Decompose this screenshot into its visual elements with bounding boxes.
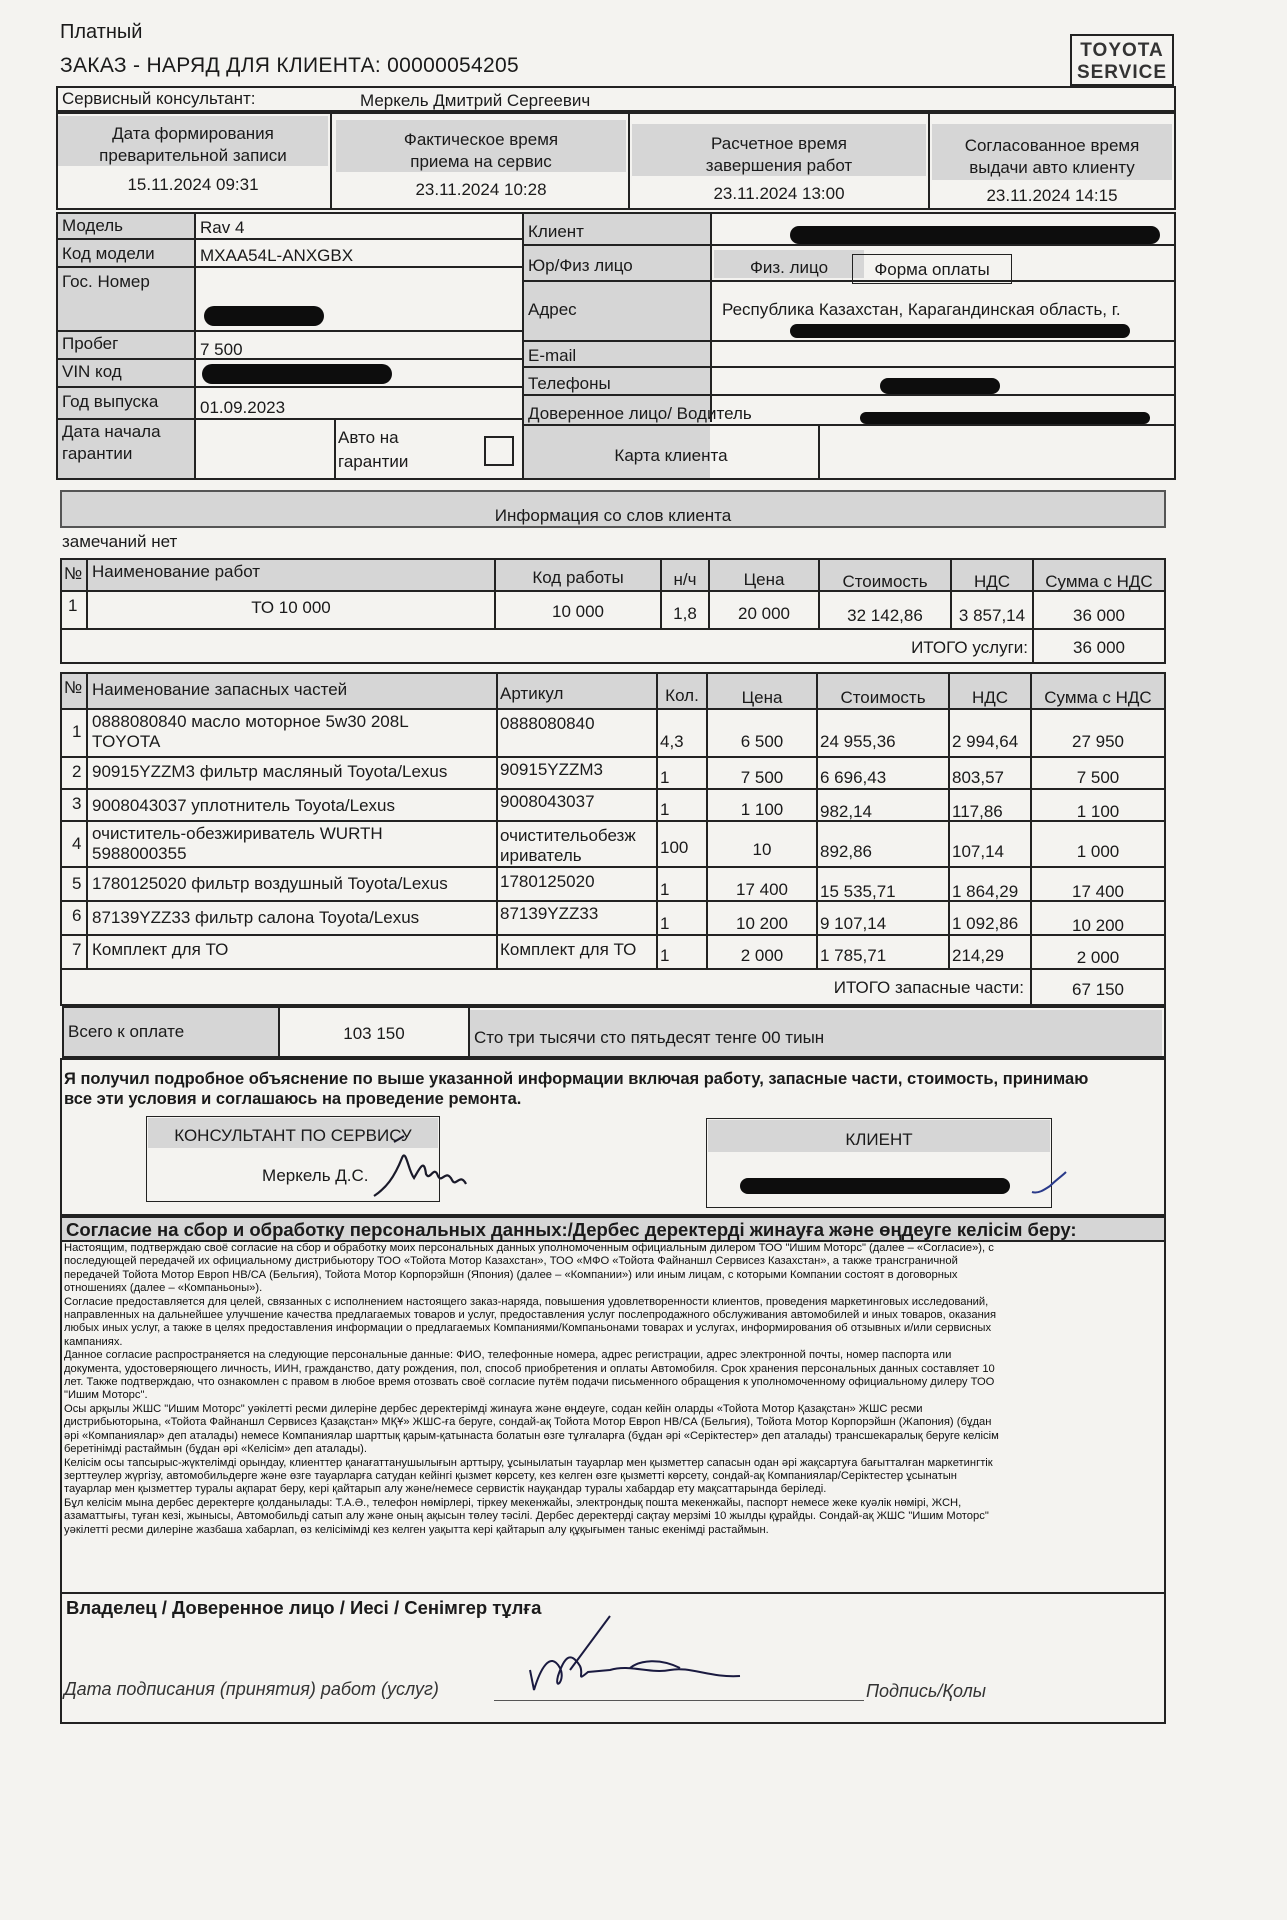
part-7-n: 7 bbox=[72, 940, 82, 959]
logo-line-1: TOYOTA bbox=[1080, 40, 1164, 61]
parts-header-qty: Кол. bbox=[665, 686, 699, 705]
works-header-n: № bbox=[64, 564, 83, 583]
consent-line: "Ишим Моторс". bbox=[64, 1389, 148, 1402]
date3-label-line1: Расчетное время bbox=[711, 134, 847, 153]
part-1-vat: 2 994,64 bbox=[952, 732, 1019, 751]
part-6-qty: 1 bbox=[660, 914, 670, 933]
date4-label-line1: Согласованное время bbox=[964, 136, 1140, 155]
consultant-name: Меркель Дмитрий Сергеевич bbox=[360, 91, 591, 110]
phone-redaction bbox=[880, 378, 1000, 394]
works-row-hours: 1,8 bbox=[673, 604, 697, 623]
address-label: Адрес bbox=[528, 300, 577, 319]
works-row-n: 1 bbox=[68, 596, 78, 615]
consent-line: кампаниях. bbox=[64, 1335, 123, 1348]
parts-header-total: Сумма с НДС bbox=[1044, 688, 1152, 707]
payment-words: Сто три тысячи сто пятьдесят тенге 00 тиын bbox=[474, 1028, 825, 1047]
date4-value: 23.11.2024 14:15 bbox=[986, 186, 1118, 205]
part-1-n: 1 bbox=[72, 722, 82, 741]
part-7-name-1: Комплект для ТО bbox=[92, 940, 229, 959]
part-7-art: Комплект для ТО bbox=[500, 940, 637, 959]
part-3-total: 1 100 bbox=[1076, 802, 1120, 821]
year-value: 01.09.2023 bbox=[200, 398, 286, 417]
warranty-start-label-1: Дата начала bbox=[62, 422, 161, 441]
owner-label: Владелец / Доверенное лицо / Иесі / Сенімгер тұлға bbox=[66, 1597, 542, 1618]
works-row-code: 10 000 bbox=[552, 602, 604, 621]
part-2-cost: 6 696,43 bbox=[820, 768, 887, 787]
consent-line: любых иных услуг, а также в целях предоставления информации о предлагаемых Компаниями/Компаньонами товарах и услугах, информирования об отзывных и/или сервисных bbox=[64, 1322, 992, 1335]
consent-line: Бұл келісім мына дербес деректерге қолданылады: Т.А.Ә., телефон нөмірлері, тіркеу мекенжайы, электрондық пошта мекенжайы, паспорт немесе жеке куәлік нөмірі, ЖСН, bbox=[64, 1496, 962, 1509]
consent-line: документа, удостоверяющего личность, ИИН, гражданство, дату рождения, пол, способ приобретения и оплаты Автомобиля. Срок хранения персональных данных составляет 10 bbox=[64, 1362, 995, 1375]
date4-label-line2: выдачи авто клиенту bbox=[969, 158, 1135, 177]
part-5-price: 17 400 bbox=[736, 880, 788, 899]
works-total-label: ИТОГО услуги: bbox=[911, 638, 1028, 657]
works-row-vat: 3 857,14 bbox=[958, 606, 1026, 625]
client-card-label: Карта клиента bbox=[614, 446, 728, 465]
email-label: E-mail bbox=[528, 346, 577, 365]
agreement-line-2: все эти условия и соглашаюсь на проведение ремонта. bbox=[64, 1090, 522, 1108]
mileage-value: 7 500 bbox=[200, 340, 243, 359]
client-label: Клиент bbox=[528, 222, 584, 241]
part-2-total: 7 500 bbox=[1076, 768, 1120, 787]
part-1-art: 0888080840 bbox=[500, 714, 595, 733]
model-label: Модель bbox=[62, 216, 124, 235]
warranty-checkbox[interactable] bbox=[484, 436, 514, 466]
part-1-name-2: TOYOTA bbox=[92, 732, 161, 751]
sign-date-label: Дата подписания (принятия) работ (услуг) bbox=[64, 1679, 439, 1699]
order-type: Платный bbox=[60, 21, 143, 43]
works-header-cost: Стоимость bbox=[842, 572, 928, 591]
payment-amount: 103 150 bbox=[343, 1024, 405, 1043]
date1-value: 15.11.2024 09:31 bbox=[127, 175, 259, 194]
works-row-cost: 32 142,86 bbox=[847, 606, 923, 625]
consent-line: Келісім осы тапсырыс-жүктелімді орындау, клиенттер қанағаттанушылығын арттыру, ұсынылатын тауарлар мен қызметтер сапасын одан әрі жақсартуға бағытталған маркетингтік bbox=[64, 1456, 993, 1469]
part-4-n: 4 bbox=[72, 834, 82, 853]
date1-label-line1: Дата формирования bbox=[112, 124, 274, 143]
consent-title: Согласие на сбор и обработку персональных данных:/Дербес деректерді жинауға және өңдеуге келісім беру: bbox=[66, 1219, 1077, 1240]
part-5-vat: 1 864,29 bbox=[952, 882, 1019, 901]
part-6-n: 6 bbox=[72, 906, 82, 925]
year-label: Год выпуска bbox=[62, 392, 159, 411]
part-7-total: 2 000 bbox=[1076, 948, 1120, 967]
works-header-hours: н/ч bbox=[673, 570, 697, 589]
model-code-label: Код модели bbox=[62, 244, 155, 263]
part-7-price: 2 000 bbox=[740, 946, 784, 965]
date1-label-line2: преварительной записи bbox=[99, 146, 287, 165]
part-4-qty: 100 bbox=[660, 838, 689, 857]
warranty-car-label-1: Авто на bbox=[338, 428, 399, 447]
payment-label: Всего к оплате bbox=[68, 1022, 185, 1041]
consent-line: зерттеулер жүргізу, автомобильдерге және өзге тауарларға сатудан кейінгі қызмет көрсету, кез келген өзге қызметті көрсету, сондай-ақ Компаниялар/Серіктестер ұсынатын bbox=[64, 1469, 957, 1482]
parts-header-art: Артикул bbox=[500, 684, 564, 703]
part-5-qty: 1 bbox=[660, 880, 670, 899]
date3-label-line2: завершения работ bbox=[705, 156, 853, 175]
part-3-qty: 1 bbox=[660, 800, 670, 819]
address-value: Республика Казахстан, Карагандинская область, г. bbox=[722, 300, 1121, 319]
part-2-n: 2 bbox=[72, 762, 82, 781]
mileage-label: Пробег bbox=[62, 334, 119, 353]
consent-line: тауарлар мен қызметтер туралы ақпарат беру, кері қайтарып алу және/немесе сервистік науқандар туралы хабардар ету мақсаттарында беріледі. bbox=[64, 1483, 827, 1496]
part-5-total: 17 400 bbox=[1072, 882, 1124, 901]
part-2-vat: 803,57 bbox=[952, 768, 1004, 787]
part-3-art: 9008043037 bbox=[500, 792, 595, 811]
part-6-cost: 9 107,14 bbox=[820, 914, 887, 933]
proxy-label: Доверенное лицо/ Водитель bbox=[528, 404, 752, 423]
part-7-cost: 1 785,71 bbox=[820, 946, 887, 965]
works-row-price: 20 000 bbox=[738, 604, 790, 623]
sign-label: Подпись/Қолы bbox=[866, 1681, 987, 1701]
works-row-name: ТО 10 000 bbox=[251, 598, 331, 617]
parts-total-value: 67 150 bbox=[1072, 980, 1124, 999]
client-signature-redaction bbox=[740, 1178, 1010, 1194]
consent-line: Данное согласие распространяется на следующие персональные данные: ФИО, телефонные номера, адрес регистрации, адрес электронной почты, номер паспорта или bbox=[64, 1349, 952, 1362]
consent-line: Согласие предоставляется для целей, связанных с исполнением настоящего заказ-наряда, повышения удовлетворенности клиентов, проведения маркетинговых исследований, bbox=[64, 1295, 989, 1308]
part-3-vat: 117,86 bbox=[952, 802, 1003, 821]
model-code-value: MXAA54L-ANXGBX bbox=[200, 246, 354, 265]
part-6-vat: 1 092,86 bbox=[952, 914, 1019, 933]
part-3-n: 3 bbox=[72, 794, 82, 813]
part-1-price: 6 500 bbox=[740, 732, 784, 751]
model-value: Rav 4 bbox=[200, 218, 245, 237]
part-4-art-2: ириватель bbox=[500, 846, 582, 865]
part-6-total: 10 200 bbox=[1072, 916, 1124, 935]
agreement-line-1: Я получил подробное объяснение по выше указанной информации включая работу, запасные части, стоимость, принимаю bbox=[64, 1070, 1089, 1088]
part-7-qty: 1 bbox=[660, 946, 670, 965]
consent-line: Осы арқылы ЖШС "Ишим Моторс" уәкілетті ресми дилеріне дербес деректерімді жинауға және өңдеуге, содан кейін оларды «Тойота Мотор Қазақстан» ЖШС ресми bbox=[64, 1402, 923, 1415]
part-2-qty: 1 bbox=[660, 768, 670, 787]
part-4-art-1: очистительобезж bbox=[500, 826, 636, 845]
consent-line: направленных на дальнейшее улучшение качества предлагаемых товаров и услуг, предоставления услуг послепродажного обслуживания автомобилей и иных товаров, оказания bbox=[64, 1309, 997, 1322]
address-redaction bbox=[790, 324, 1130, 338]
part-6-name-1: 87139YZZ33 фильтр салона Toyota/Lexus bbox=[92, 908, 420, 927]
works-header-total: Сумма с НДС bbox=[1045, 572, 1153, 591]
part-2-price: 7 500 bbox=[740, 768, 784, 787]
part-1-total: 27 950 bbox=[1072, 732, 1124, 751]
parts-header-vat: НДС bbox=[971, 688, 1009, 707]
consent-line: дистрибьюторына, «Тойота Файнаншл Сервисез Қазақстан» МҚҰ» ЖШС-ға беруге, сондай-ақ Тойота Мотор Европ НВ/СА (Бельгия), Тойота Мотор Корпорэйшн (Жапония) (бұдан bbox=[64, 1416, 992, 1429]
client-signature-title: КЛИЕНТ bbox=[845, 1130, 913, 1149]
works-header-name: Наименование работ bbox=[92, 562, 261, 581]
payment-form-label: Форма оплаты bbox=[874, 260, 990, 279]
part-4-vat: 107,14 bbox=[952, 842, 1004, 861]
part-1-name-1: 0888080840 масло моторное 5w30 208L bbox=[92, 712, 409, 731]
part-7-vat: 214,29 bbox=[952, 946, 1004, 965]
date2-value: 23.11.2024 10:28 bbox=[415, 180, 547, 199]
toyota-service-logo bbox=[1070, 34, 1174, 86]
consent-text bbox=[64, 1242, 1160, 1537]
plate-label: Гос. Номер bbox=[62, 272, 150, 291]
part-1-cost: 24 955,36 bbox=[820, 732, 896, 751]
part-4-name-1: очиститель-обезжириватель WURTH bbox=[92, 824, 383, 843]
part-4-total: 1 000 bbox=[1076, 842, 1120, 861]
proxy-redaction bbox=[860, 412, 1150, 424]
works-total-value: 36 000 bbox=[1073, 638, 1125, 657]
consultant-signature-mark bbox=[368, 1128, 488, 1208]
warranty-car-label-2: гарантии bbox=[338, 452, 409, 471]
part-5-cost: 15 535,71 bbox=[820, 882, 896, 901]
part-3-cost: 982,14 bbox=[820, 802, 872, 821]
consent-line: Настоящим, подтверждаю своё согласие на сбор и обработку моих персональных данных уполномоченным официальным дилером ТОО "Ишим Моторс" (далее – «Согласие»), с bbox=[64, 1242, 994, 1254]
warranty-start-label-2: гарантии bbox=[62, 444, 133, 463]
part-4-price: 10 bbox=[752, 840, 772, 859]
consent-line: последующей передачей их официальному дистрибьютору ТОО «Тойота Мотор Казахстан», ТОО «МФО «Тойота Файнаншл Сервисез Казахстан», а также трансграничной bbox=[64, 1255, 958, 1268]
part-2-art: 90915YZZM3 bbox=[500, 760, 603, 779]
owner-signature-mark bbox=[510, 1610, 760, 1710]
part-3-price: 1 100 bbox=[740, 800, 784, 819]
logo-line-2: SERVICE bbox=[1076, 62, 1168, 83]
consent-line: уәкілетті ресми дилеріне жазбаша хабарлап, өз келісімімді кез келген уақытта кері қайтарып алу құқығымен таныс екенімді растаймын. bbox=[64, 1523, 769, 1536]
info-title: Информация со слов клиента bbox=[494, 506, 732, 525]
consent-line: передачей Тойота Мотор Европ НВ/СА (Бельгия), Тойота Мотор Корпорэйшн (Япония) (далее – «Компании») или иным лицам, с которыми Компании состоят в договорных bbox=[64, 1268, 958, 1281]
consent-line: әрі «Компаниялар» деп аталады) немесе Компаниялар шарттық қарым-қатынаста болатын өзге тұлғаларға (бұдан әрі «Серіктестер» деп аталады) трансшекаралық беруге келісім bbox=[64, 1429, 999, 1442]
client-name-redaction bbox=[790, 226, 1160, 244]
works-row-total: 36 000 bbox=[1073, 606, 1125, 625]
parts-total-label: ИТОГО запасные части: bbox=[833, 978, 1024, 997]
part-3-name-1: 9008043037 уплотнитель Toyota/Lexus bbox=[92, 796, 395, 815]
parts-header-n: № bbox=[64, 678, 83, 697]
works-header-code: Код работы bbox=[532, 568, 624, 587]
phones-label: Телефоны bbox=[528, 374, 611, 393]
works-header-vat: НДС bbox=[973, 572, 1011, 591]
client-signature-mark bbox=[1030, 1170, 1070, 1200]
part-4-cost: 892,86 bbox=[820, 842, 872, 861]
date3-value: 23.11.2024 13:00 bbox=[713, 184, 845, 203]
consultant-signature-name: Меркель Д.С. bbox=[262, 1166, 369, 1185]
consent-line: беретінімді растаймын (бұдан әрі «Келісім» деп аталады). bbox=[64, 1443, 367, 1456]
part-1-qty: 4,3 bbox=[660, 732, 684, 751]
date2-label-line2: приема на сервис bbox=[410, 152, 552, 171]
part-5-art: 1780125020 bbox=[500, 872, 595, 891]
consent-line: отношениях (далее – «Компаньоны»). bbox=[64, 1282, 263, 1295]
part-4-name-2: 5988000355 bbox=[92, 844, 187, 863]
vin-label: VIN код bbox=[62, 362, 122, 381]
consultant-label: Сервисный консультант: bbox=[62, 89, 256, 108]
info-remark: замечаний нет bbox=[62, 532, 178, 551]
date2-label-line1: Фактическое время bbox=[403, 130, 559, 149]
part-5-name-1: 1780125020 фильтр воздушный Toyota/Lexus bbox=[92, 874, 448, 893]
parts-header-cost: Стоимость bbox=[840, 688, 926, 707]
part-5-n: 5 bbox=[72, 874, 82, 893]
works-header-price: Цена bbox=[743, 570, 785, 589]
parts-header-price: Цена bbox=[741, 688, 783, 707]
plate-redaction bbox=[204, 306, 324, 326]
part-6-price: 10 200 bbox=[736, 914, 788, 933]
order-title: ЗАКАЗ - НАРЯД ДЛЯ КЛИЕНТА: 00000054205 bbox=[60, 54, 519, 77]
part-6-art: 87139YZZ33 bbox=[500, 904, 599, 923]
consultant-signature-title: КОНСУЛЬТАНТ ПО СЕРВИСУ bbox=[174, 1126, 412, 1145]
consent-line: лет. Также подтверждаю, что ознакомлен с правом в любое время отозвать своё согласие путём подачи письменного обращения к уполномоченному официальному дилеру ТОО bbox=[64, 1376, 995, 1389]
consent-line: азаматтығы, туған кезі, жынысы, Автомобильді сатып алу және оның ақысын төлеу тәсілі. Дербес деректерді сақтау мерзімі 10 жылды құрайды. Сондай-ақ ЖШС "Ишим Моторс" bbox=[64, 1510, 989, 1523]
parts-header-name: Наименование запасных частей bbox=[92, 680, 348, 699]
legal-value: Физ. лицо bbox=[749, 258, 829, 277]
part-2-name-1: 90915YZZM3 фильтр масляный Toyota/Lexus bbox=[92, 762, 448, 781]
vin-redaction bbox=[202, 364, 392, 384]
legal-label: Юр/Физ лицо bbox=[528, 256, 633, 275]
